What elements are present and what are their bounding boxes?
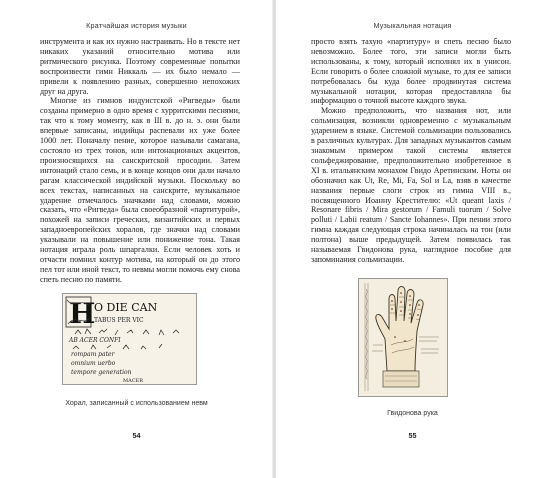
manuscript-line-5: omnium uerbo: [71, 360, 116, 367]
manuscript-line-6: tempore generation: [71, 369, 132, 376]
left-body-text: [40, 37, 240, 285]
right-paragraph-2: Можно предположить, что названия нот, или сольмизация, возникли одновременно с музыкальным ударением в языке. Системой сольмизации пользовались в различных культурах. Для западных музыкантов самым знакомым примером такой системы является сольфеджирование, предположительно изобретенное в XI в. итальянским монахом Гвидо Аретинским. Ноты он обозначил как Ut, Re, Mi, Fa, Sol и La, взяв в качестве названия первые слоги строк из гимна VIII в., посвященного Иоанну Крестителю: «Ut queant laxis / Resonare fibris / Mira gestorum / Famuli tuorum / Solve polluti / Labii reatum / Sancte Iohannes». При пении этого гимна каждая следующая строка начиналась на тон (или полтона) выше предыдущей. Затем появилась так называемая Гвидонова рука, наглядное пособие для запоминания сольмизации.: [311, 106, 511, 264]
right-body-text: [311, 37, 511, 265]
page-number-left: 54: [132, 431, 141, 440]
left-page: [0, 0, 273, 478]
running-head-right: Музыкальная нотация: [373, 21, 452, 30]
right-figure-caption: Гвидонова рука: [387, 410, 438, 417]
running-head-left: Кратчайшая история музыки: [86, 21, 187, 30]
left-paragraph-1: инструмента и как их нужно настраивать. Но в тексте нет никаких указаний относительно мотива или ритмического рисунка. Поэтому современные попытки воспроизвести гимн Никкаль — их было немало — привели к появлению разных, совершенно непохожих друг на друга.: [40, 37, 240, 96]
manuscript-line-2: TABUS PER VIC: [94, 317, 144, 324]
manuscript-line-7: MACER: [123, 378, 143, 384]
guidonian-hand-illustration: [359, 279, 447, 396]
left-figure-caption: Хорал, записанный с использованием невм: [65, 400, 208, 407]
manuscript-line-3: AB ACER CONFI: [69, 337, 121, 344]
neume-chant-image: [62, 293, 197, 385]
left-paragraph-2: Многие из гимнов индуистской «Ригведы» были созданы примерно в одно время с хурритскими песнями, так что к тому моменту, как в III в. до н. э. они были впервые записаны, индийцы распевали их уже более 1000 лет. Поначалу пение, которое называли самагана, состояло из трех тонов, или интонационных акцентов, произносящихся на санскритской просодии. Затем интонаций стало семь, и в конце концов они дали начало рагам классической индийской музыки. Поскольку во всех текстах, написанных на санскрите, музыкальное ударение отмечалось значками над словами, можно сказать, что «Ригведа» была своеобразной «партитурой», похожей на записи греческих, византийских и первых западноевропейских хоралов, где значки над словами указывали на повышение или понижение тона. Такая нотация играла роль шпаргалки. Если человек хоть и отчасти помнил контур мотива, на который он до этого пел тот или иной текст, то невмы могли помочь ему снова спеть песню по памяти.: [40, 96, 240, 284]
manuscript-line-1: O DIE CAN: [94, 301, 158, 314]
neume-manuscript-illustration: [63, 294, 196, 384]
right-paragraph-1: просто взять тахую «партитуру» и спеть песню было невозможно. Более того, эти записи могли быть использованы, к тому, который исполнял их в унисон. Если говорить о более сложной музыке, то для ее записи потребовалась бы куда более продвинутая система музыкальной нотации, которая предоставляла бы информацию о точной высоте каждого звука.: [311, 37, 511, 106]
right-page: [276, 0, 549, 478]
guidonian-hand-image: [358, 278, 448, 397]
page-number-right: 55: [408, 431, 417, 440]
illuminated-initial: H: [69, 297, 96, 330]
manuscript-line-4: rompam pater: [71, 351, 115, 358]
